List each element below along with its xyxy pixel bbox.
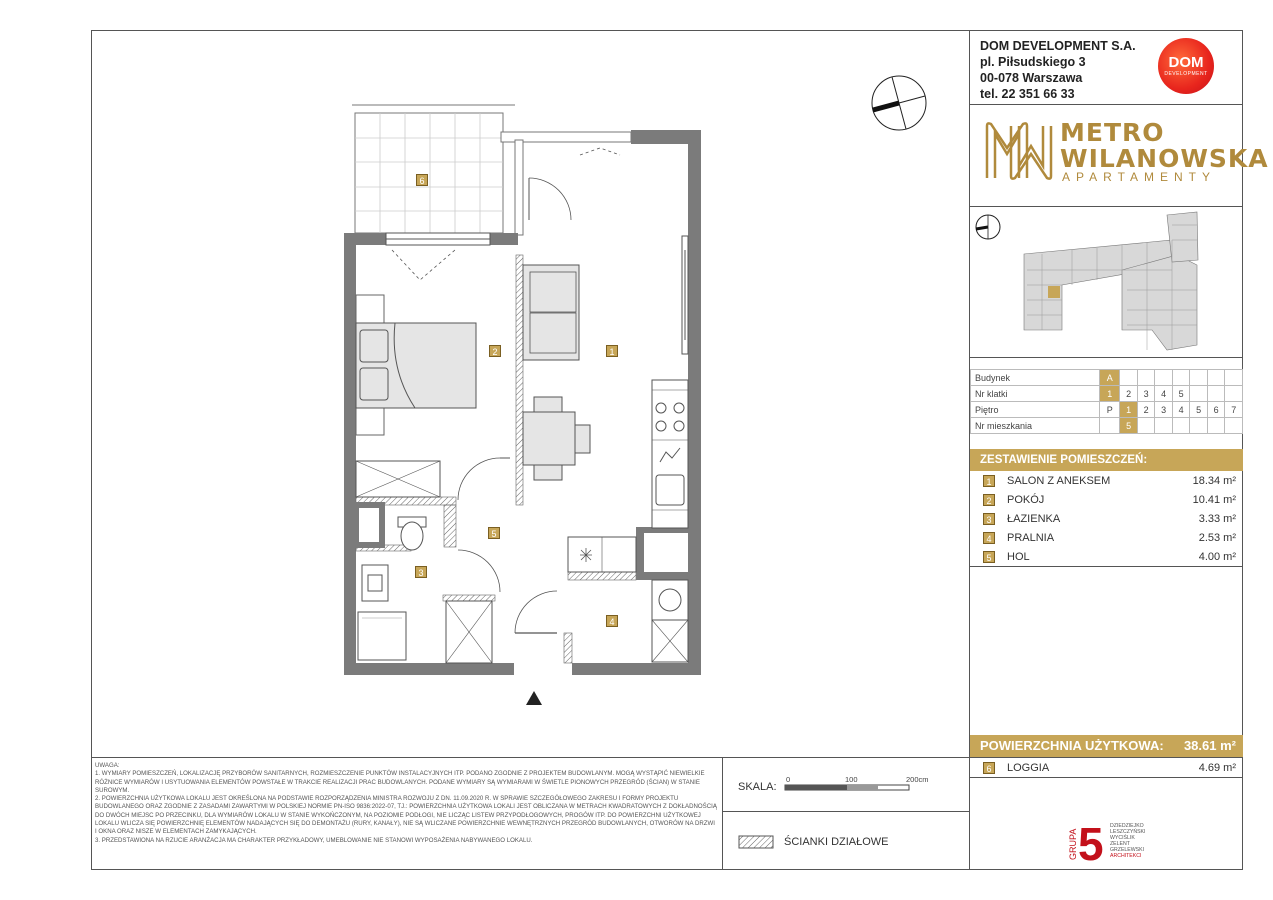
room-row xyxy=(970,529,1243,548)
divider xyxy=(969,357,1243,358)
info-cell: P xyxy=(1100,402,1120,418)
info-cell xyxy=(1172,370,1190,386)
divider xyxy=(969,566,1243,567)
company-info xyxy=(980,38,1136,102)
grupa5-line: WYCIŚLIK xyxy=(1110,835,1135,841)
info-cell xyxy=(1190,386,1208,402)
room-area: 18.34 m² xyxy=(1192,475,1236,487)
info-label: Budynek xyxy=(971,370,1100,386)
rooms-header: ZESTAWIENIE POMIESZCZEŃ: xyxy=(970,449,1243,471)
total-area-bar xyxy=(970,735,1243,757)
scale-tick: 200cm xyxy=(906,775,929,784)
company-phone: tel. 22 351 66 33 xyxy=(980,87,1075,101)
info-cell: 2 xyxy=(1137,402,1155,418)
building-key-plan xyxy=(972,210,1240,355)
floor-plan xyxy=(330,100,720,710)
info-cell: A xyxy=(1100,370,1120,386)
room-row xyxy=(970,510,1243,529)
brand-name-line1: METRO xyxy=(1060,118,1165,147)
room-name: POKÓJ xyxy=(1007,494,1045,506)
note-item: 2. POWIERZCHNIA UŻYTKOWA LOKALU JEST OKREŚLONA NA PODSTAWIE ROZPORZĄDZENIA MINISTRA ROZWOJU Z DN. 11.09.2020 R. W SPRAWIE SZCZEGÓŁOWEGO ZAKRESU I FORMY PROJEKTU BUDOWLANEGO ORAZ ZGODNIE Z ZASADAMI ZAWARTYMI W POLSKIEJ NORMIE PN-ISO 9836:2022-07, TJ.: POWIERZCHNIA UŻYTKOWA LOKALI JEST OBLICZANA W METRACH KWADRATOWYCH Z DOKŁADNOŚCIĄ DO DWÓCH MIEJSC PO PRZECINKU, DLA WYMIARÓW LOKALU W STANIE WYKOŃCZONYM, NA POZIOMIE PODŁOGI, NIE LICZĄC LISTEW PRZYPODŁOGOWYCH, PROGÓW ITP. DO POWIERZCHNI UŻYTKOWEJ LOKALU WLICZA SIĘ POWIERZCHNIĘ ELEMENTÓW NADAJĄCYCH SIĘ DO DEMONTAŻU (RURY, KANAŁY), NIE SĄ WLICZANE POWIERZCHNIE WEWNĘTRZNYCH PRZEGRÓD BUDOWLANYCH, OTWORÓW NA DRZWI I OKNA ORAZ NISZE W ELEMENTACH ZAMYKAJĄCYCH. xyxy=(95,795,717,836)
room-number: 6 xyxy=(983,762,995,774)
logo-text: DOM xyxy=(1168,54,1204,71)
apartment-info-table xyxy=(970,369,1243,434)
grupa5-digit: 5 xyxy=(1078,820,1104,862)
info-cell xyxy=(1207,418,1225,434)
divider xyxy=(969,104,1243,105)
room-name: PRALNIA xyxy=(1007,532,1055,544)
room-name: SALON Z ANEKSEM xyxy=(1007,475,1111,487)
plan-label-4: 4 xyxy=(606,615,618,627)
grupa5-word: GRUPA xyxy=(1068,828,1078,860)
info-cell xyxy=(1172,418,1190,434)
info-row-staircase xyxy=(971,386,1243,402)
room-row xyxy=(970,472,1243,491)
room-number: 3 xyxy=(983,513,995,525)
room-number: 5 xyxy=(983,551,995,563)
room-name: LOGGIA xyxy=(1007,762,1050,774)
info-cell xyxy=(1225,370,1243,386)
legend-label: ŚCIANKI DZIAŁOWE xyxy=(784,836,889,848)
info-cell xyxy=(1225,418,1243,434)
brand-subtitle: APARTAMENTY xyxy=(1062,170,1217,184)
divider xyxy=(91,757,1243,758)
total-area-label: POWIERZCHNIA UŻYTKOWA: xyxy=(980,738,1164,753)
company-street: pl. Piłsudskiego 3 xyxy=(980,55,1086,69)
info-label: Piętro xyxy=(971,402,1100,418)
room-area: 4.00 m² xyxy=(1198,551,1236,563)
room-name: HOL xyxy=(1007,551,1030,563)
plan-label-6: 6 xyxy=(416,174,428,186)
info-cell: 5 xyxy=(1172,386,1190,402)
divider xyxy=(722,811,969,812)
notes-title: UWAGA: xyxy=(95,762,120,769)
plan-label-2: 2 xyxy=(489,345,501,357)
brand-name xyxy=(1060,120,1269,172)
info-cell xyxy=(1207,370,1225,386)
info-row-floor xyxy=(971,402,1243,418)
info-cell xyxy=(1190,418,1208,434)
info-cell: 6 xyxy=(1207,402,1225,418)
info-label: Nr mieszkania xyxy=(971,418,1100,434)
grupa5-line: ZELENT xyxy=(1110,841,1130,847)
note-item: 3. PRZEDSTAWIONA NA RZUCIE ARANŻACJA MA CHARAKTER PRZYKŁADOWY, UMEBLOWANIE NIE STANOWI WYPOSAŻENIA NABYWANEGO LOKALU. xyxy=(95,836,533,844)
info-row-building xyxy=(971,370,1243,386)
info-cell: 3 xyxy=(1137,386,1155,402)
total-area-value: 38.61 m² xyxy=(1183,738,1236,753)
info-cell xyxy=(1155,370,1173,386)
room-name: ŁAZIENKA xyxy=(1007,513,1061,525)
company-city: 00-078 Warszawa xyxy=(980,71,1083,85)
info-label: Nr klatki xyxy=(971,386,1100,402)
info-cell: 5 xyxy=(1190,402,1208,418)
info-cell: 1 xyxy=(1120,402,1138,418)
info-cell: 4 xyxy=(1172,402,1190,418)
info-cell xyxy=(1137,370,1155,386)
info-cell xyxy=(1225,386,1243,402)
room-number: 2 xyxy=(983,494,995,506)
plan-label-1: 1 xyxy=(606,345,618,357)
grupa5-line: ARCHITEKCI xyxy=(1110,853,1142,859)
note-item: 1. WYMIARY POMIESZCZEŃ, LOKALIZACJĘ PRZYBORÓW SANITARNYCH, ROZMIESZCZENIE PUNKTÓW INSTALACYJNYCH ITP. PODANO ZGODNIE Z PROJEKTEM BUDOWLANYM. MOGĄ WYSTĄPIĆ NIEWIELKIE RÓŻNICE WYMIARÓW I USYTUOWANIA ELEMENTÓW POWSTAŁE W TRAKCIE REALIZACJI PRAC BUDOWLANYCH. PODANE WYMIARY SĄ WYMIARAMI W ŚWIETLE PIONOWYCH PRZEGRÓD (ŚCIAN) W STANIE SUROWYM. xyxy=(95,770,705,794)
info-cell xyxy=(1137,418,1155,434)
grupa5-logo xyxy=(1068,820,1160,862)
partition-wall-legend-swatch xyxy=(738,835,774,849)
plan-label-5: 5 xyxy=(488,527,500,539)
room-number: 4 xyxy=(983,532,995,544)
info-cell xyxy=(1100,418,1120,434)
divider xyxy=(722,757,723,870)
scale-bar xyxy=(784,784,914,792)
info-cell: 3 xyxy=(1155,402,1173,418)
grupa5-line: DZIEDZIEJKO xyxy=(1110,823,1144,829)
room-row xyxy=(970,548,1243,567)
divider xyxy=(969,206,1243,207)
loggia-row xyxy=(970,759,1243,778)
info-cell xyxy=(1207,386,1225,402)
room-area: 10.41 m² xyxy=(1192,494,1236,506)
info-cell xyxy=(1190,370,1208,386)
info-cell: 4 xyxy=(1155,386,1173,402)
logo-subtext: DEVELOPMENT xyxy=(1164,71,1208,77)
metro-wilanowska-logo-mark xyxy=(983,118,1055,184)
scale-label: SKALA: xyxy=(738,781,777,793)
grupa5-line: GRZELEWSKI xyxy=(1110,847,1145,853)
info-cell: 5 xyxy=(1120,418,1138,434)
room-area: 2.53 m² xyxy=(1198,532,1236,544)
notes xyxy=(95,762,717,845)
scale-tick: 0 xyxy=(786,775,791,784)
info-cell xyxy=(1120,370,1138,386)
plan-label-3: 3 xyxy=(415,566,427,578)
info-cell: 7 xyxy=(1225,402,1243,418)
grupa5-line: LESZCZYŃSKI xyxy=(1110,829,1146,835)
room-row xyxy=(970,491,1243,510)
dom-development-logo xyxy=(1158,38,1214,94)
room-number: 1 xyxy=(983,475,995,487)
info-row-apartment xyxy=(971,418,1243,434)
info-cell xyxy=(1155,418,1173,434)
room-area: 3.33 m² xyxy=(1198,513,1236,525)
company-name: DOM DEVELOPMENT S.A. xyxy=(980,39,1136,53)
compass-icon xyxy=(868,74,930,136)
scale-tick: 100 xyxy=(845,775,858,784)
brand-name-line2: WILANOWSKA xyxy=(1060,144,1269,173)
info-cell: 2 xyxy=(1120,386,1138,402)
room-area: 4.69 m² xyxy=(1198,762,1236,774)
info-cell: 1 xyxy=(1100,386,1120,402)
